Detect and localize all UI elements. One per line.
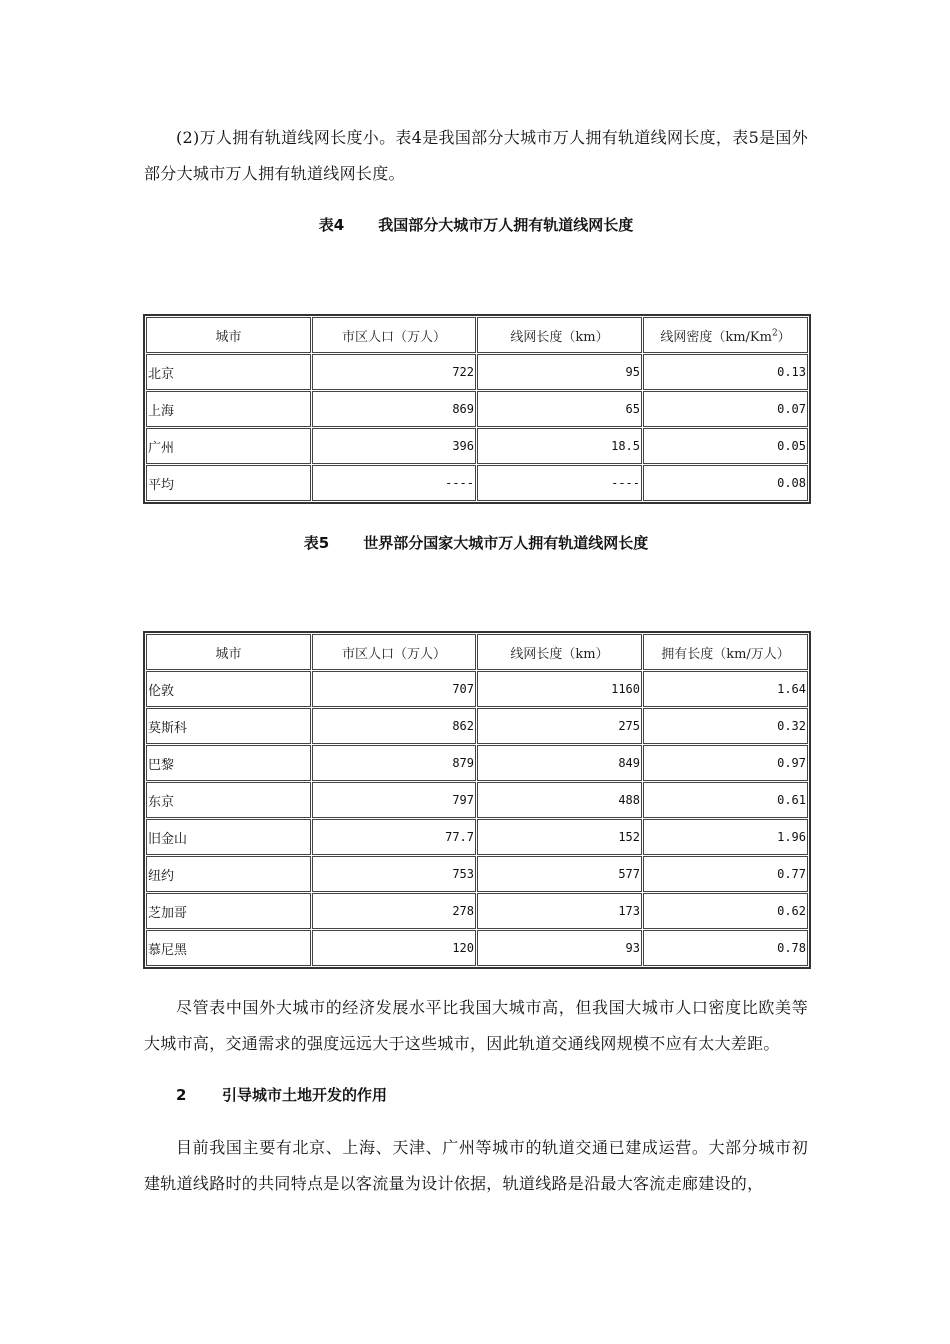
- table5-value-cell: 0.97: [643, 745, 808, 781]
- table5-value-cell: 0.78: [643, 930, 808, 966]
- table5-caption-title: 世界部分国家大城市万人拥有轨道线网长度: [363, 534, 649, 552]
- table5-value-cell: 707: [312, 671, 476, 707]
- table5-row: [146, 782, 808, 818]
- table5-header-per-capita: 拥有长度（km/万人）: [643, 634, 808, 670]
- table4-header-population: 市区人口（万人）: [312, 317, 476, 353]
- table4-value-cell: 18.5: [477, 428, 642, 464]
- table5-city-cell: 芝加哥: [146, 893, 311, 929]
- table5-city-cell: 巴黎: [146, 745, 311, 781]
- table5-row: [146, 745, 808, 781]
- table4: [143, 314, 811, 504]
- section-2-paragraph: 目前我国主要有北京、上海、天津、广州等城市的轨道交通已建成运营。大部分城市初建轨道线路时的共同特点是以客流量为设计依据，轨道线路是沿最大客流走廊建设的，: [144, 1138, 808, 1193]
- table5-value-cell: 0.77: [643, 856, 808, 892]
- table4-value-cell: ----: [477, 465, 642, 501]
- table4-city-cell: 上海: [146, 391, 311, 427]
- table4-value-cell: 722: [312, 354, 476, 390]
- table5-value-cell: 0.62: [643, 893, 808, 929]
- table4-row: [146, 354, 808, 390]
- table5-value-cell: 0.61: [643, 782, 808, 818]
- table5-row: [146, 671, 808, 707]
- table5-value-cell: 152: [477, 819, 642, 855]
- table5: [143, 631, 811, 969]
- table4-city-cell: 广州: [146, 428, 311, 464]
- table4-caption-title: 我国部分大城市万人拥有轨道线网长度: [378, 216, 634, 234]
- table5-header-city: 城市: [146, 634, 311, 670]
- table4-city-cell: 平均: [146, 465, 311, 501]
- table4-row: [146, 391, 808, 427]
- table5-value-cell: 1160: [477, 671, 642, 707]
- table5-row: [146, 893, 808, 929]
- table4-value-cell: ----: [312, 465, 476, 501]
- table4-value-cell: 869: [312, 391, 476, 427]
- table5-value-cell: 797: [312, 782, 476, 818]
- table5-value-cell: 275: [477, 708, 642, 744]
- table5-city-cell: 旧金山: [146, 819, 311, 855]
- section-2-number: 2: [176, 1086, 187, 1104]
- table4-header-length: 线网长度（km）: [477, 317, 642, 353]
- table5-value-cell: 77.7: [312, 819, 476, 855]
- table4-value-cell: 95: [477, 354, 642, 390]
- table5-city-cell: 纽约: [146, 856, 311, 892]
- table5-row: [146, 708, 808, 744]
- section-2-title: 引导城市土地开发的作用: [222, 1086, 388, 1104]
- table5-value-cell: 849: [477, 745, 642, 781]
- table4-value-cell: 396: [312, 428, 476, 464]
- table4-value-cell: 0.08: [643, 465, 808, 501]
- table5-value-cell: 488: [477, 782, 642, 818]
- table5-value-cell: 278: [312, 893, 476, 929]
- table4-value-cell: 65: [477, 391, 642, 427]
- table5-value-cell: 879: [312, 745, 476, 781]
- table5-header-length: 线网长度（km）: [477, 634, 642, 670]
- table4-city-cell: 北京: [146, 354, 311, 390]
- table5-row: [146, 856, 808, 892]
- table5-header-population: 市区人口（万人）: [312, 634, 476, 670]
- table5-value-cell: 1.96: [643, 819, 808, 855]
- table4-header-density: [643, 317, 808, 353]
- table5-value-cell: 0.32: [643, 708, 808, 744]
- table4-value-cell: 0.13: [643, 354, 808, 390]
- section-2-heading: [176, 1084, 387, 1105]
- table4-row: [146, 428, 808, 464]
- table4-row: [146, 465, 808, 501]
- table4-header-city: 城市: [146, 317, 311, 353]
- table5-value-cell: 93: [477, 930, 642, 966]
- table5-value-cell: 173: [477, 893, 642, 929]
- table5-caption: [144, 532, 808, 553]
- table4-header-density-label: 线网密度（km/Km: [660, 329, 772, 345]
- table4-caption: [144, 214, 808, 235]
- table5-header-row: [146, 634, 808, 670]
- table4-header-density-close: ）: [777, 329, 791, 345]
- table4-value-cell: 0.05: [643, 428, 808, 464]
- intro-paragraph: (2)万人拥有轨道线网长度小。表4是我国部分大城市万人拥有轨道线网长度，表5是国外部分大城市万人拥有轨道线网长度。: [144, 128, 808, 183]
- table5-row: [146, 819, 808, 855]
- table5-city-cell: 伦敦: [146, 671, 311, 707]
- table5-value-cell: 120: [312, 930, 476, 966]
- table5-city-cell: 慕尼黑: [146, 930, 311, 966]
- table4-caption-number: 表4: [318, 216, 345, 234]
- table5-row: [146, 930, 808, 966]
- table5-caption-number: 表5: [303, 534, 330, 552]
- table5-city-cell: 莫斯科: [146, 708, 311, 744]
- table5-value-cell: 1.64: [643, 671, 808, 707]
- conclusion-paragraph: 尽管表中国外大城市的经济发展水平比我国大城市高，但我国大城市人口密度比欧美等大城市高，交通需求的强度远远大于这些城市，因此轨道交通线网规模不应有太大差距。: [144, 998, 808, 1053]
- table4-value-cell: 0.07: [643, 391, 808, 427]
- table4-header-row: [146, 317, 808, 353]
- table5-value-cell: 862: [312, 708, 476, 744]
- table5-value-cell: 577: [477, 856, 642, 892]
- table4-header-density-sup: 2: [771, 328, 778, 339]
- table5-value-cell: 753: [312, 856, 476, 892]
- table5-city-cell: 东京: [146, 782, 311, 818]
